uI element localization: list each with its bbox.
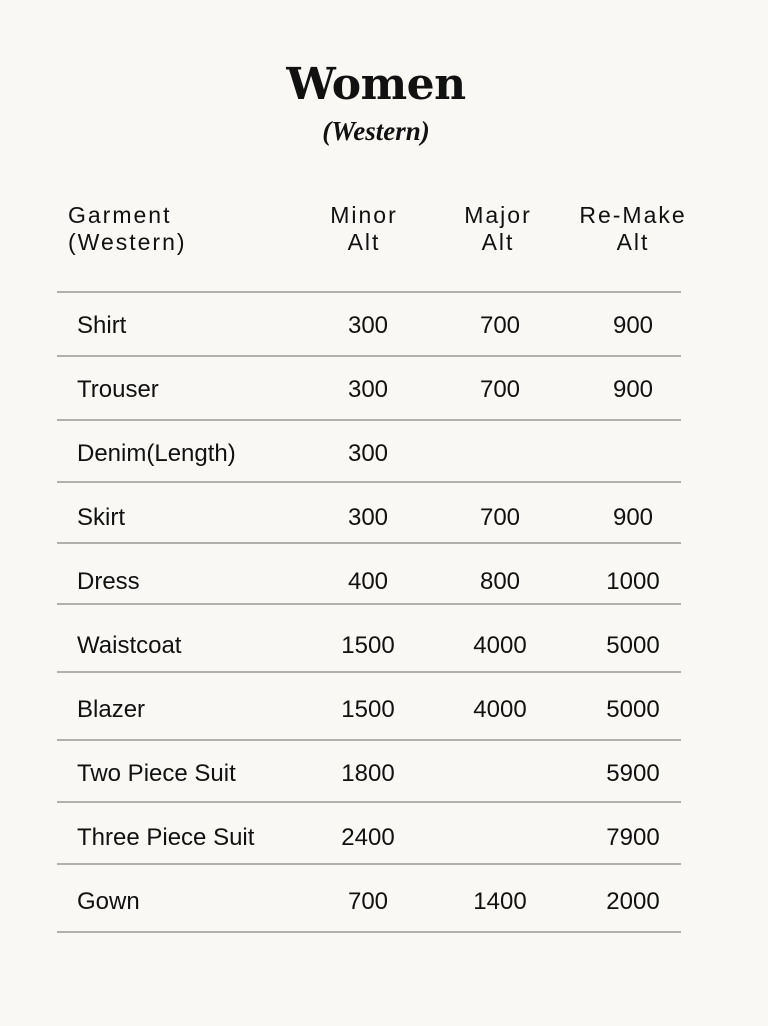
table-divider: [57, 355, 681, 357]
remake-alt-price: 900: [612, 504, 654, 531]
minor-alt-price: 300: [347, 440, 389, 467]
garment-name: Skirt: [77, 504, 125, 531]
minor-alt-price: 2400: [341, 824, 395, 851]
major-alt-price: 700: [479, 504, 521, 531]
column-header-garment: Garment (Western): [68, 202, 187, 255]
table-divider: [57, 481, 681, 483]
table-divider: [57, 739, 681, 741]
garment-name: Dress: [77, 568, 140, 595]
garment-name: Shirt: [77, 312, 127, 339]
garment-name: Trouser: [77, 376, 159, 403]
minor-alt-price: 300: [347, 312, 389, 339]
major-alt-price: 800: [479, 568, 521, 595]
table-divider: [57, 603, 681, 605]
minor-alt-price: 300: [347, 504, 389, 531]
minor-alt-price: 400: [347, 568, 389, 595]
table-divider: [57, 863, 681, 865]
table-divider: [57, 931, 681, 933]
garment-name: Three Piece Suit: [77, 824, 255, 851]
remake-alt-price: 5000: [606, 632, 660, 659]
column-header-minor-alt: Minor Alt: [330, 202, 398, 255]
table-divider: [57, 291, 681, 293]
page-subtitle: (Western): [322, 116, 430, 146]
table-divider: [57, 671, 681, 673]
column-header-major-alt: Major Alt: [464, 202, 532, 255]
remake-alt-price: 5000: [606, 696, 660, 723]
major-alt-price: 4000: [473, 632, 527, 659]
garment-name: Two Piece Suit: [77, 760, 236, 787]
minor-alt-price: 1500: [341, 696, 395, 723]
garment-name: Blazer: [77, 696, 146, 723]
table-divider: [57, 542, 681, 544]
table-divider: [57, 801, 681, 803]
major-alt-price: 4000: [473, 696, 527, 723]
remake-alt-price: 2000: [606, 888, 660, 915]
major-alt-price: 1400: [473, 888, 527, 915]
remake-alt-price: 900: [612, 376, 654, 403]
remake-alt-price: 1000: [606, 568, 660, 595]
table-divider: [57, 419, 681, 421]
minor-alt-price: 300: [347, 376, 389, 403]
remake-alt-price: 900: [612, 312, 654, 339]
column-header-remake-alt: Re-Make Alt: [579, 202, 687, 255]
garment-name: Waistcoat: [77, 632, 182, 659]
minor-alt-price: 1500: [341, 632, 395, 659]
page-title: Women: [286, 59, 466, 110]
major-alt-price: 700: [479, 376, 521, 403]
garment-name: Denim(Length): [77, 440, 236, 467]
minor-alt-price: 1800: [341, 760, 395, 787]
remake-alt-price: 5900: [606, 760, 660, 787]
minor-alt-price: 700: [347, 888, 389, 915]
major-alt-price: 700: [479, 312, 521, 339]
remake-alt-price: 7900: [606, 824, 660, 851]
garment-name: Gown: [77, 888, 140, 915]
